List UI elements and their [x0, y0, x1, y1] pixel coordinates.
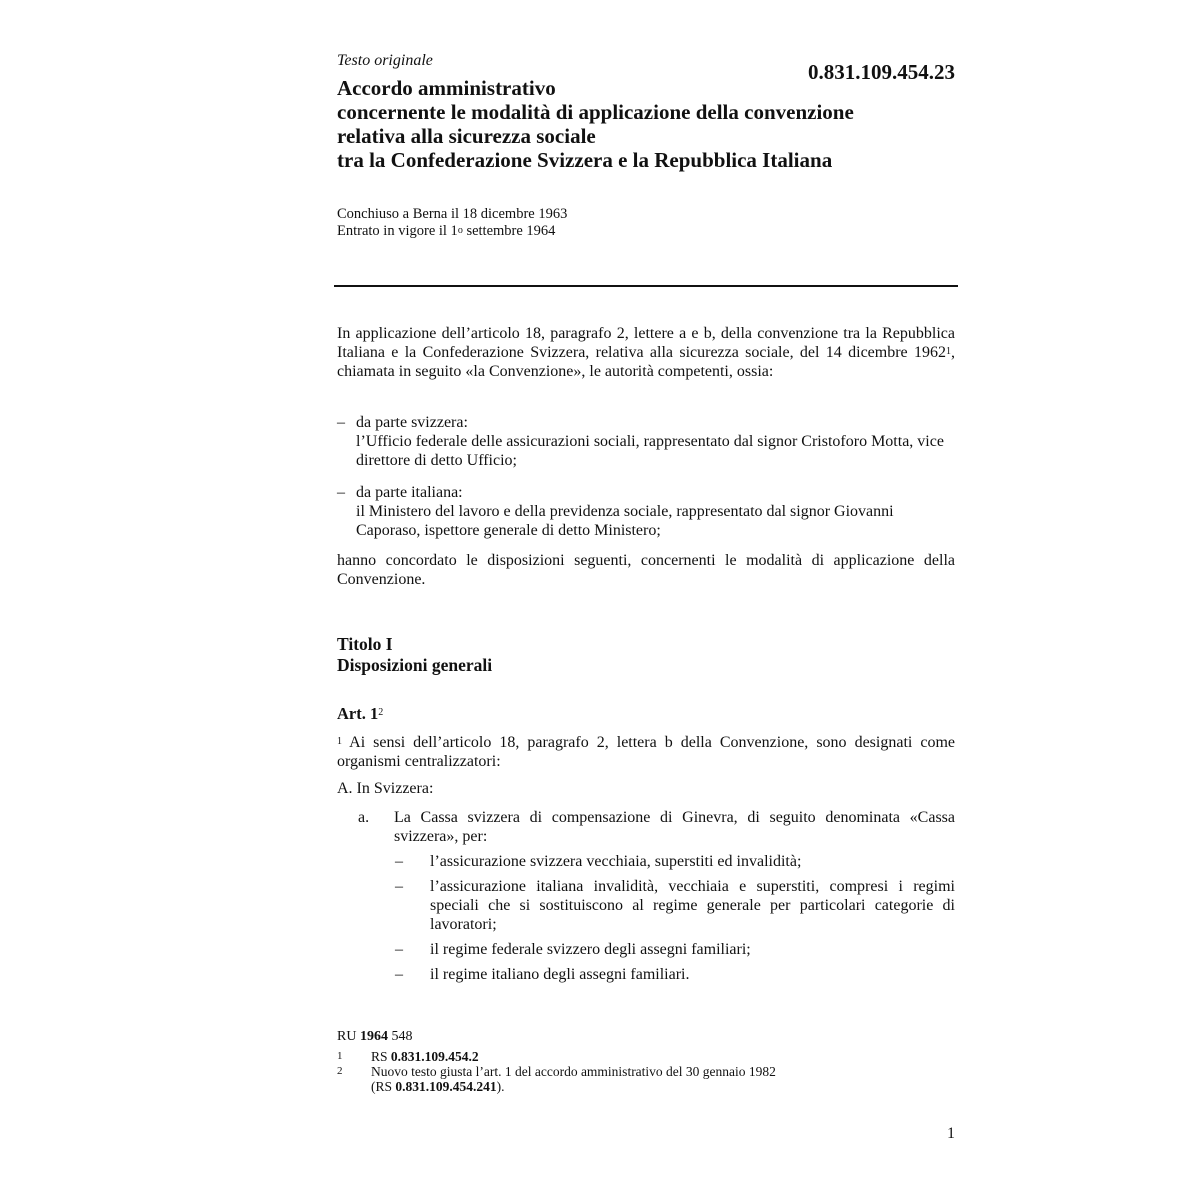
- preamble-paragraph: [337, 324, 955, 381]
- page-number: 1: [947, 1125, 955, 1142]
- footnote-text: Nuovo testo giusta l’art. 1 del accordo amministrativo del 30 gennaio 1982: [371, 1064, 776, 1079]
- party-italian-text: il Ministero del lavoro e della previdenza sociale, rappresentato dal signor Giovanni Caporaso, ispettore generale di detto Ministero;: [356, 503, 894, 539]
- dash-bullet: –: [395, 878, 403, 895]
- title-line: Accordo amministrativo: [337, 76, 556, 100]
- in-force-date: [337, 223, 567, 240]
- party-italian-heading: da parte italiana:: [356, 484, 463, 501]
- footnote-suffix: ).: [496, 1079, 505, 1094]
- header-divider: [334, 285, 958, 287]
- list-item-text: l’assicurazione italiana invalidità, vecchiaia e superstiti, compresi i regimi speciali che si sostituiscono al regime generale per particolari categorie di lavoratori;: [430, 878, 955, 933]
- preamble-closing: hanno concordato le disposizioni seguenti, concernenti le modalità di applicazione della Convenzione.: [337, 552, 955, 588]
- art1-heading: [337, 703, 383, 724]
- footnote-ref-2[interactable]: 2: [378, 707, 384, 718]
- section-a-switzerland: A. In Svizzera:: [337, 780, 434, 797]
- letter-a-item: [337, 808, 955, 846]
- in-force-suffix: settembre 1964: [462, 223, 556, 239]
- party-swiss-text: l’Ufficio federale delle assicurazioni sociali, rappresentato dal signor Cristoforo Motta, vice direttore di detto Ufficio;: [356, 433, 944, 469]
- title-i-heading: [337, 634, 492, 676]
- dash-bullet: –: [337, 484, 345, 501]
- dash-bullet: –: [395, 941, 403, 958]
- scheme-list: [337, 852, 955, 984]
- preamble-text-cont: , chiamata in seguito «la Convenzione», le autorità competenti, ossia:: [337, 344, 955, 380]
- in-force-prefix: Entrato in vigore il 1: [337, 223, 458, 239]
- list-item: [337, 852, 955, 871]
- party-swiss: [337, 413, 955, 470]
- list-item-text: il regime italiano degli assegni familiari.: [430, 966, 690, 983]
- art1-paragraph-text: Ai sensi dell’articolo 18, paragrafo 2, lettera b della Convenzione, sono designati come organismi centralizzatori:: [337, 734, 955, 770]
- in-force-superscript: o: [457, 225, 463, 236]
- footnote-prefix: (RS: [371, 1079, 396, 1094]
- title-i-name: Disposizioni generali: [337, 655, 493, 675]
- footnote-1: [337, 1049, 897, 1064]
- footnote-link[interactable]: 0.831.109.454.2: [390, 1049, 479, 1064]
- letter-a-text: La Cassa svizzera di compensazione di Ginevra, di seguito denominata «Cassa svizzera», per:: [394, 809, 955, 845]
- footnote-2: [337, 1064, 897, 1094]
- footnotes: [337, 1049, 897, 1094]
- list-item: [337, 877, 955, 934]
- document-dates: [337, 206, 567, 240]
- dash-bullet: –: [337, 414, 345, 431]
- ru-reference: [337, 1029, 412, 1044]
- list-item-text: l’assicurazione svizzera vecchiaia, superstiti ed invalidità;: [430, 853, 802, 870]
- footnote-ref-line: [371, 1079, 897, 1094]
- footnote-ref-1[interactable]: 1: [946, 346, 951, 357]
- title-i-number: Titolo I: [337, 634, 393, 654]
- title-line: concernente le modalità di applicazione della convenzione: [337, 100, 854, 124]
- letter-a-marker: a.: [358, 809, 370, 826]
- art1-paragraph-1: [337, 733, 955, 771]
- footnote-number: 2: [337, 1065, 343, 1077]
- dash-bullet: –: [395, 853, 403, 870]
- footnote-link[interactable]: 0.831.109.454.241: [395, 1079, 497, 1094]
- dash-bullet: –: [395, 966, 403, 983]
- list-item: [337, 965, 955, 984]
- title-line: tra la Confederazione Svizzera e la Repubblica Italiana: [337, 148, 833, 172]
- sr-number: 0.831.109.454.23: [808, 60, 955, 84]
- title-line: relativa alla sicurezza sociale: [337, 124, 596, 148]
- list-item-text: il regime federale svizzero degli assegni familiari;: [430, 941, 751, 958]
- art1-label: Art. 1: [337, 704, 379, 723]
- party-italian: [337, 483, 955, 540]
- ru-prefix: RU: [337, 1029, 360, 1044]
- concluded-date: Conchiuso a Berna il 18 dicembre 1963: [337, 206, 568, 222]
- ru-page: 548: [387, 1029, 413, 1044]
- document-title: [337, 76, 957, 172]
- paragraph-number: 1: [337, 736, 342, 747]
- ru-year: 1964: [359, 1029, 388, 1044]
- party-swiss-heading: da parte svizzera:: [356, 414, 468, 431]
- preamble-text: In applicazione dell’articolo 18, paragrafo 2, lettere a e b, della convenzione tra la Repubblica Italiana e la Confederazione Svizzera, relativa alla sicurezza sociale, del 14 dicembre 1962: [337, 325, 955, 361]
- footnote-number: 1: [337, 1050, 343, 1062]
- footnote-prefix: RS: [371, 1049, 391, 1064]
- list-item: [337, 940, 955, 959]
- original-text-label: Testo originale: [337, 52, 433, 69]
